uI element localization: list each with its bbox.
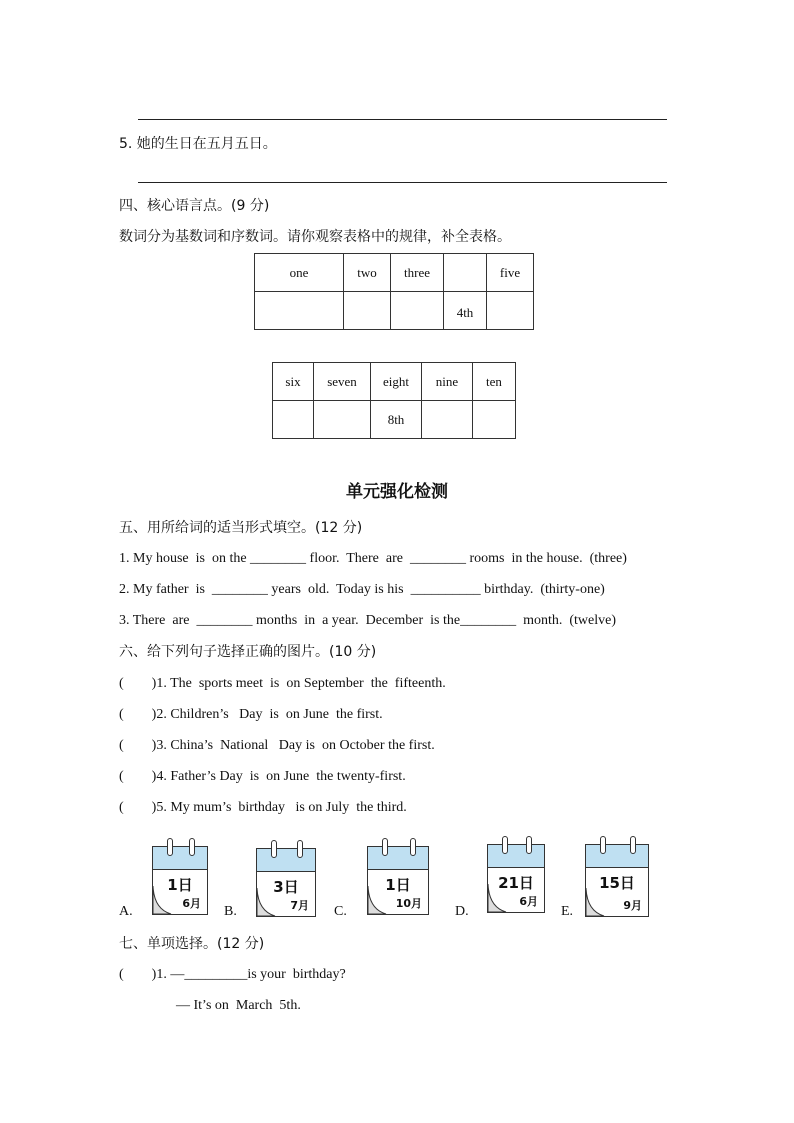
cell-ordinal-blank[interactable] [473, 401, 516, 439]
calendar-month: 6月 [519, 895, 538, 908]
page-curl-icon [367, 885, 387, 915]
cell-cardinal: eight [371, 363, 422, 401]
calendar-a-icon [152, 846, 208, 915]
page-curl-icon [256, 887, 276, 917]
calendar-day: 1日 [167, 876, 193, 894]
fill-question-1: 1. My house is on the ________ floor. There are ________ rooms in the house. (three) [119, 551, 627, 566]
cell-ordinal-blank[interactable] [314, 401, 371, 439]
calendar-c-icon [367, 846, 429, 915]
calendar-b-icon [256, 848, 316, 917]
calendar-day: 15日 [599, 874, 635, 892]
page-curl-icon [152, 885, 172, 915]
option-c-label: C. [334, 904, 347, 919]
cell-cardinal: ten [473, 363, 516, 401]
question-5-chinese: 5. 她的生日在五月五日。 [119, 136, 277, 152]
section-4-heading: 四、核心语言点。(9 分) [119, 198, 270, 214]
cell-ordinal-blank[interactable] [255, 292, 344, 330]
cell-ordinal-blank[interactable] [422, 401, 473, 439]
section-6-heading: 六、给下列句子选择正确的图片。(10 分) [119, 644, 377, 660]
section-4-instruction: 数词分为基数词和序数词。请你观察表格中的规律，补全表格。 [119, 229, 511, 245]
cell-ordinal-blank[interactable] [391, 292, 444, 330]
option-a-label: A. [119, 904, 133, 919]
cell-ordinal-blank[interactable] [273, 401, 314, 439]
cell-cardinal-blank[interactable] [444, 254, 487, 292]
calendar-e-icon [585, 844, 649, 917]
cell-cardinal: two [344, 254, 391, 292]
cell-cardinal: nine [422, 363, 473, 401]
match-question-3: ( )3. China’s National Day is on October the first. [119, 738, 435, 753]
match-question-2: ( )2. Children’s Day is on June the first. [119, 707, 383, 722]
cell-cardinal: three [391, 254, 444, 292]
page-curl-icon [487, 883, 507, 913]
cell-ordinal: 8th [371, 401, 422, 439]
match-question-1: ( )1. The sports meet is on September the fifteenth. [119, 676, 446, 691]
section-5-heading: 五、用所给词的适当形式填空。(12 分) [119, 520, 363, 536]
cell-cardinal: seven [314, 363, 371, 401]
cell-cardinal: five [487, 254, 534, 292]
answer-line-4[interactable] [138, 119, 667, 120]
choice-question-1-answer: — It’s on March 5th. [176, 998, 301, 1013]
answer-line-5[interactable] [138, 182, 667, 183]
match-question-4: ( )4. Father’s Day is on June the twenty-first. [119, 769, 406, 784]
page-curl-icon [585, 887, 605, 917]
cell-cardinal: one [255, 254, 344, 292]
calendar-month: 9月 [623, 899, 642, 912]
cell-ordinal-blank[interactable] [344, 292, 391, 330]
calendar-d-icon [487, 844, 545, 913]
cell-ordinal-blank[interactable] [487, 292, 534, 330]
ordinal-table-1 [254, 253, 534, 330]
cell-ordinal: 4th [444, 292, 487, 330]
calendar-month: 10月 [395, 897, 422, 910]
calendar-month: 6月 [182, 897, 201, 910]
match-question-5: ( )5. My mum’s birthday is on July the third. [119, 800, 407, 815]
section-7-heading: 七、单项选择。(12 分) [119, 936, 265, 952]
fill-question-3: 3. There are ________ months in a year. December is the________ month. (twelve) [119, 613, 617, 628]
calendar-day: 3日 [273, 878, 299, 896]
cell-cardinal: six [273, 363, 314, 401]
fill-question-2: 2. My father is ________ years old. Today is his __________ birthday. (thirty-one) [119, 582, 605, 597]
ordinal-table-2 [272, 362, 516, 439]
calendar-day: 21日 [498, 874, 534, 892]
option-d-label: D. [455, 904, 469, 919]
choice-question-1: ( )1. —_________is your birthday? [119, 967, 346, 982]
option-b-label: B. [224, 904, 237, 919]
unit-title: 单元强化检测 [346, 482, 448, 502]
option-e-label: E. [561, 904, 574, 919]
calendar-day: 1日 [385, 876, 411, 894]
calendar-month: 7月 [290, 899, 309, 912]
